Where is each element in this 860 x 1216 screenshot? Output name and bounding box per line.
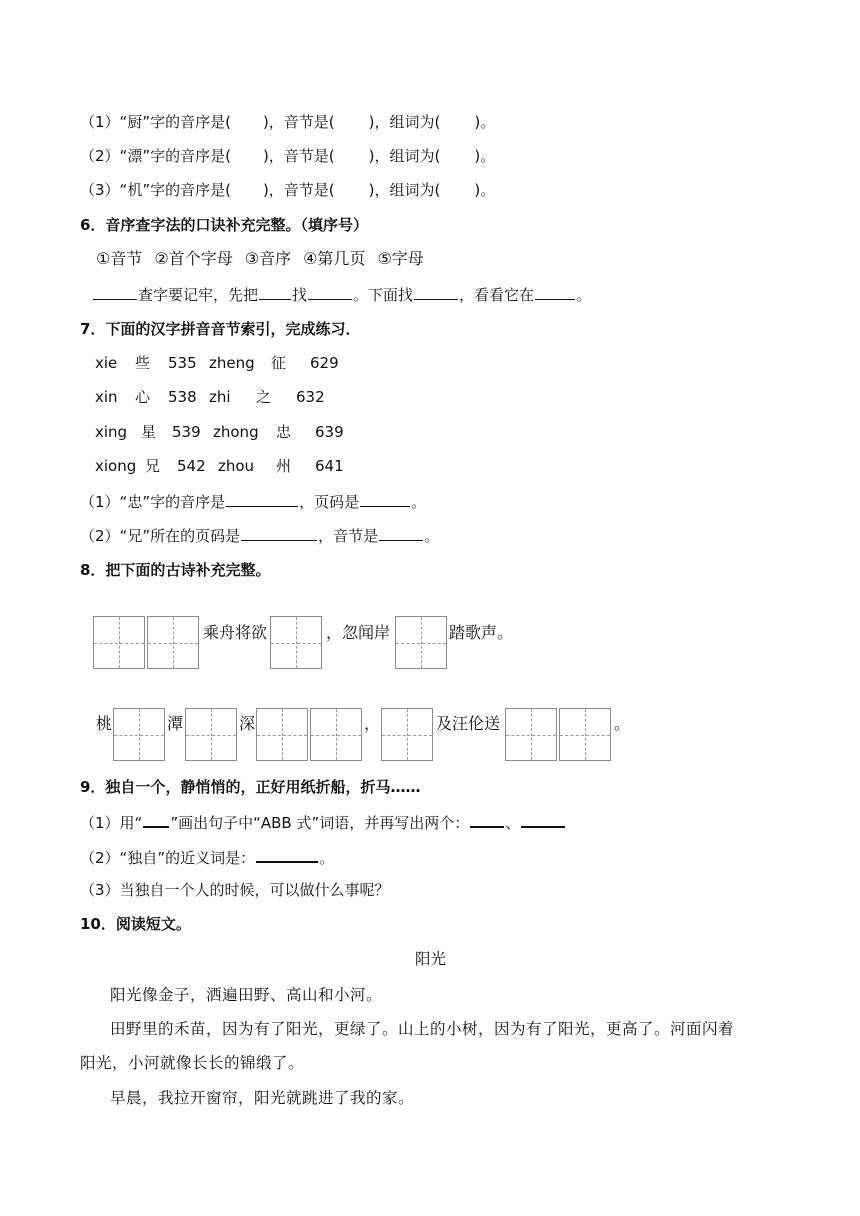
q7-sub-1	[80, 490, 426, 513]
q6-options	[96, 248, 424, 270]
tian-zi-cell[interactable]	[147, 616, 199, 669]
sub-text: ，页码是	[299, 493, 360, 511]
index-char: 心	[135, 388, 151, 406]
row-text: )。	[474, 113, 496, 131]
row-text: )，音节是(	[262, 113, 335, 131]
sub-text: 。	[319, 849, 335, 867]
row-text: )，音节是(	[262, 147, 335, 165]
q5-row-2	[80, 145, 495, 167]
tian-zi-cell[interactable]	[185, 708, 237, 761]
sub-text: （2）“独自”的近义词是：	[80, 849, 256, 867]
answer-blank[interactable]	[379, 524, 423, 541]
row-number: （3）	[80, 181, 120, 199]
rhyme-text: 。下面找	[353, 286, 414, 304]
tian-zi-cell[interactable]	[559, 708, 611, 761]
tian-zi-cell[interactable]	[505, 708, 557, 761]
sub-text: ”画出句子中“ABB 式”词语，并再写出两个：	[170, 814, 470, 832]
row-text: )，音节是(	[262, 181, 335, 199]
poem-text: 。	[614, 714, 631, 733]
answer-blank[interactable]	[259, 283, 291, 300]
row-number: （2）	[80, 147, 120, 165]
q9-sub-2	[80, 845, 334, 869]
index-pinyin: xiong	[95, 457, 137, 475]
row-text: )，组词为(	[368, 113, 441, 131]
poem-text: ，	[364, 714, 381, 733]
tian-zi-cell[interactable]	[256, 708, 308, 761]
index-char: 州	[276, 457, 292, 475]
answer-blank[interactable]	[256, 845, 318, 863]
answer-blank[interactable]	[308, 283, 352, 300]
index-pinyin: zhi	[209, 388, 231, 406]
answer-blank[interactable]	[241, 524, 317, 541]
index-char: 些	[135, 354, 151, 372]
answer-blank[interactable]	[93, 283, 137, 300]
index-pinyin: xie	[95, 354, 118, 372]
sub-text: 。	[411, 493, 427, 511]
answer-blank[interactable]	[535, 283, 575, 300]
option-4: ④第几页	[303, 249, 366, 268]
index-pinyin: zhou	[218, 457, 255, 475]
row-number: （1）	[80, 113, 120, 131]
index-page: 632	[296, 388, 325, 406]
q6-title: 6．音序查字法的口诀补充完整。（填序号）	[80, 216, 368, 234]
passage-paragraph-2-cont: 阳光，小河就像长长的锦缎了。	[80, 1054, 305, 1072]
poem-text: 深	[239, 714, 256, 733]
tian-zi-cell[interactable]	[310, 708, 362, 761]
index-pinyin: zhong	[213, 423, 259, 441]
index-pinyin: zheng	[209, 354, 255, 372]
q9-sub-3: （3）当独自一个人的时候，可以做什么事呢？	[80, 881, 390, 899]
option-1: ①音节	[96, 249, 143, 268]
index-page: 538	[168, 388, 197, 406]
passage-paragraph-3: 早晨，我拉开窗帘，阳光就跳进了我的家。	[110, 1089, 415, 1107]
poem-text: ，忽闻岸	[326, 623, 391, 642]
rhyme-text: 。	[576, 286, 592, 304]
row-text: )，组词为(	[368, 147, 441, 165]
row-text: “机”字的音序是(	[119, 181, 231, 199]
option-3: ③音序	[244, 249, 292, 268]
index-page: 639	[315, 423, 344, 441]
index-page: 641	[315, 457, 344, 475]
passage-title: 阳光	[415, 950, 447, 968]
q7-title: 7．下面的汉字拼音音节索引，完成练习．	[80, 320, 361, 338]
index-page: 539	[172, 423, 201, 441]
tian-zi-cell[interactable]	[381, 708, 433, 761]
sub-text: （1）“忠”字的音序是	[80, 493, 226, 511]
poem-text: 潭	[167, 714, 184, 733]
answer-blank[interactable]	[521, 810, 565, 828]
rhyme-text: 查字要记牢，先把	[138, 286, 259, 304]
row-text: )。	[474, 181, 496, 199]
index-char: 星	[141, 423, 157, 441]
answer-blank[interactable]	[226, 490, 298, 507]
poem-text: 及汪伦送	[436, 714, 501, 733]
answer-blank[interactable]	[414, 283, 458, 300]
sub-text: 。	[424, 527, 440, 545]
index-pinyin: xing	[95, 423, 128, 441]
option-2: ②首个字母	[154, 249, 233, 268]
answer-blank[interactable]	[360, 490, 410, 507]
row-text: “厨”字的音序是(	[119, 113, 231, 131]
sub-text: 、	[505, 814, 521, 832]
rhyme-text: ，看看它在	[459, 286, 535, 304]
underline-mark	[143, 810, 169, 828]
option-5: ⑤字母	[377, 249, 424, 268]
index-page: 535	[168, 354, 197, 372]
tian-zi-cell[interactable]	[93, 616, 145, 669]
poem-text: 踏歌声。	[449, 623, 514, 642]
q9-sub-1	[80, 810, 566, 834]
poem-text: 桃	[96, 714, 113, 733]
index-page: 542	[177, 457, 206, 475]
tian-zi-cell[interactable]	[113, 708, 165, 761]
q7-sub-2	[80, 524, 439, 547]
sub-text: （2）“兄”所在的页码是	[80, 527, 241, 545]
index-page: 629	[310, 354, 339, 372]
sub-text: （1）用“	[80, 814, 143, 832]
passage-paragraph-1: 阳光像金子，洒遍田野、高山和小河。	[110, 986, 383, 1004]
row-text: )，组词为(	[368, 181, 441, 199]
q10-title: 10．阅读短文。	[80, 915, 191, 933]
poem-text: 乘舟将欲	[203, 623, 268, 642]
q6-rhyme	[92, 283, 591, 306]
tian-zi-cell[interactable]	[270, 616, 322, 669]
index-char: 之	[256, 388, 272, 406]
sub-text: ，音节是	[318, 527, 379, 545]
rhyme-text: 找	[292, 286, 308, 304]
index-char: 兄	[145, 457, 161, 475]
passage-paragraph-2: 田野里的禾苗，因为有了阳光，更绿了。山上的小树，因为有了阳光，更高了。河面闪着	[110, 1020, 735, 1038]
q5-row-3	[80, 179, 495, 201]
index-char: 征	[271, 354, 287, 372]
index-char: 忠	[276, 423, 292, 441]
q9-title: 9．独自一个，静悄悄的，正好用纸折船，折马……	[80, 778, 421, 796]
q5-row-1	[80, 111, 495, 133]
index-pinyin: xin	[95, 388, 118, 406]
row-text: )。	[474, 147, 496, 165]
answer-blank[interactable]	[470, 810, 504, 828]
q8-title: 8．把下面的古诗补充完整。	[80, 561, 271, 579]
row-text: “漂”字的音序是(	[119, 147, 231, 165]
tian-zi-cell[interactable]	[395, 616, 447, 669]
